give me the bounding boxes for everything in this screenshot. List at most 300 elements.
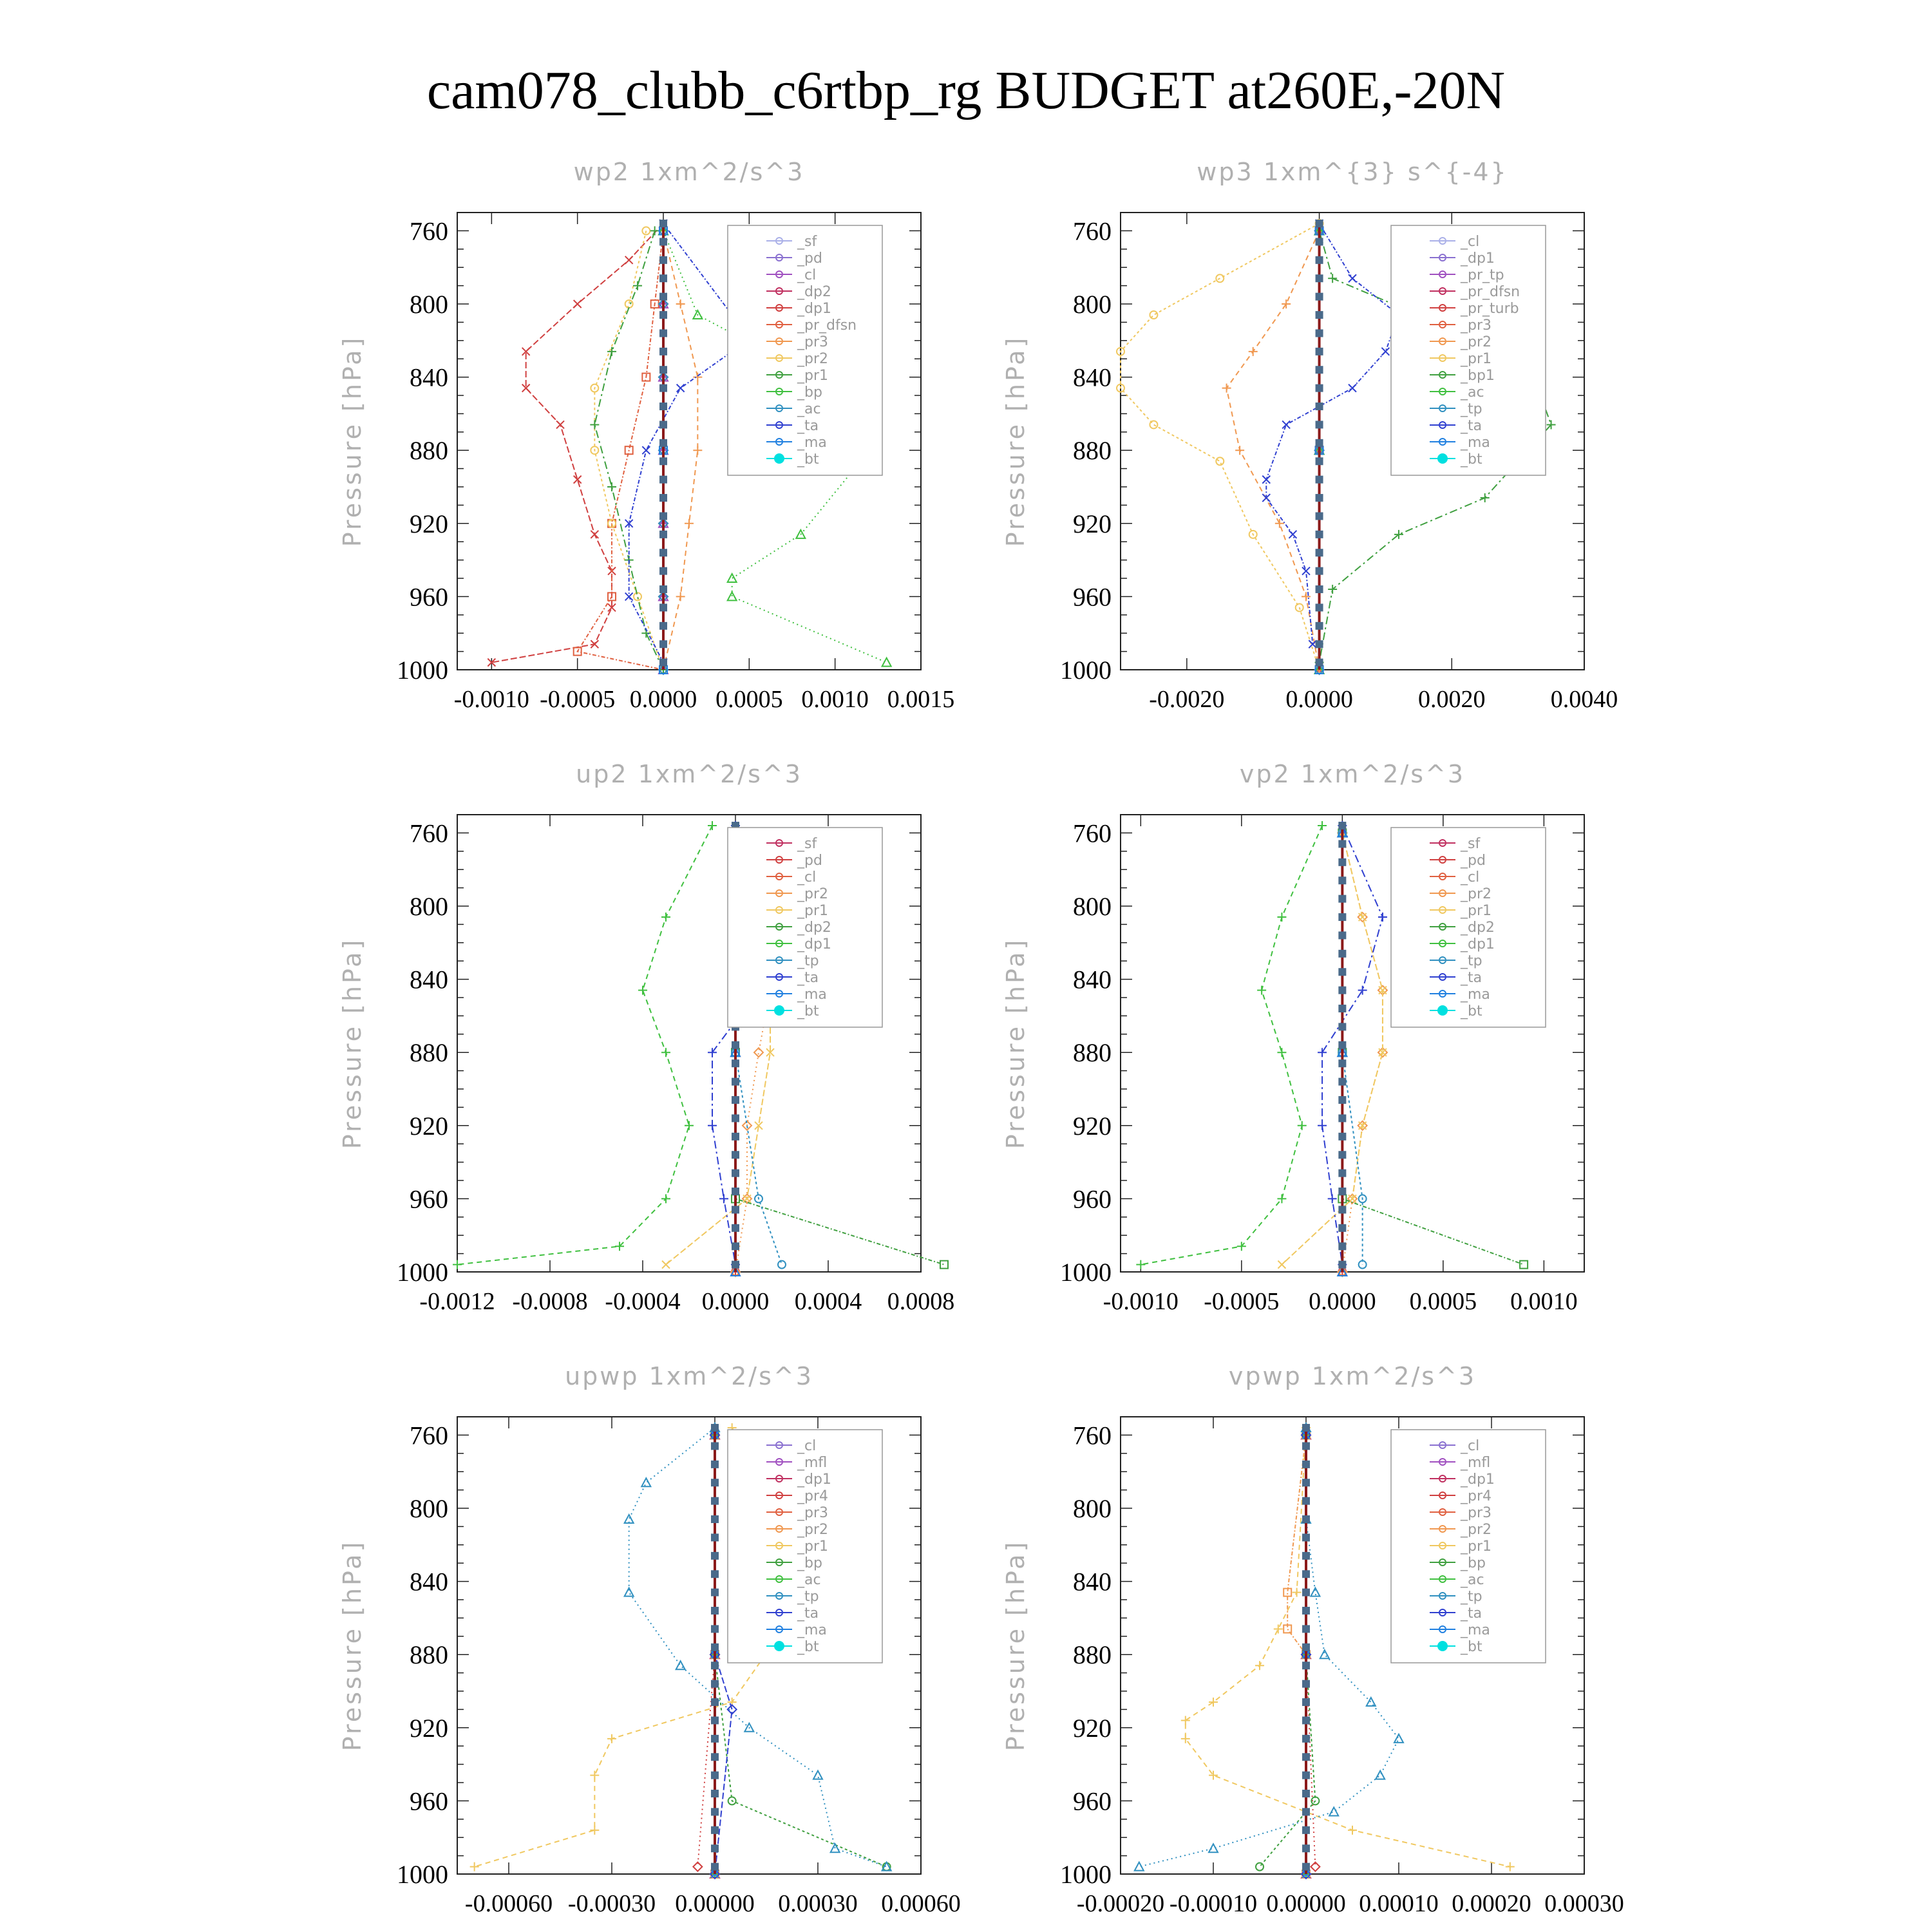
legend-label: _ma	[797, 1622, 827, 1638]
x-tick-label: -0.0004	[605, 1288, 681, 1315]
legend-label: _ac	[1461, 384, 1484, 401]
data-point	[940, 1261, 948, 1269]
data-point	[1394, 1734, 1403, 1743]
x-tick-label: 0.0040	[1550, 686, 1618, 713]
data-point	[659, 366, 667, 374]
data-point	[659, 531, 667, 538]
data-point	[1316, 476, 1323, 484]
y-tick-label: 960	[410, 582, 448, 612]
y-tick-label: 1000	[1060, 1860, 1112, 1889]
data-point	[732, 1224, 739, 1232]
data-point	[1302, 1533, 1310, 1541]
data-point	[732, 1170, 739, 1177]
panel-6	[1001, 1362, 1624, 1917]
x-tick-label: -0.0010	[453, 686, 529, 713]
data-point	[732, 1242, 739, 1250]
data-point	[1274, 1624, 1283, 1633]
x-tick-label: -0.0005	[540, 686, 616, 713]
legend-label: _dp1	[797, 936, 831, 952]
data-point	[1338, 1261, 1346, 1269]
data-point	[1309, 640, 1316, 648]
data-point	[659, 640, 667, 648]
data-point	[711, 1863, 719, 1871]
data-point	[1302, 567, 1310, 575]
data-point	[732, 1041, 739, 1049]
y-tick-label: 880	[1073, 1640, 1112, 1670]
legend-label: _bt	[1461, 1639, 1482, 1655]
data-point	[1289, 531, 1296, 538]
x-tick-label: 0.0008	[887, 1288, 955, 1315]
legend	[728, 1430, 882, 1663]
series-line-pr1	[1121, 223, 1320, 670]
legend-label: _pd	[1461, 853, 1486, 869]
data-point	[711, 1497, 719, 1505]
x-tick-label: 0.0005	[715, 686, 783, 713]
legend-label: _ta	[1461, 970, 1482, 986]
y-tick-label: 880	[410, 1038, 448, 1068]
legend-marker	[1438, 1642, 1447, 1651]
y-tick-label: 1000	[1060, 1258, 1112, 1287]
legend-label: _pr2	[797, 1522, 829, 1538]
legend-label: _pd	[797, 853, 822, 869]
data-point	[1376, 1771, 1385, 1779]
panel-title: vp2 1xm^2/s^3	[1239, 760, 1466, 788]
legend-label: _pr4	[797, 1488, 829, 1504]
x-tick-label: 0.00010	[1359, 1890, 1439, 1917]
data-point	[650, 226, 659, 235]
data-point	[1338, 858, 1346, 866]
legend-label: _pr2	[797, 351, 829, 367]
data-point	[719, 1194, 728, 1203]
data-point	[1302, 1497, 1310, 1505]
legend	[728, 828, 882, 1027]
data-point	[1262, 476, 1270, 484]
legend-label: _pr1	[797, 1539, 829, 1555]
data-point	[1282, 299, 1291, 308]
data-point	[711, 1479, 719, 1486]
panel-title: wp2 1xm^2/s^3	[573, 158, 805, 186]
data-point	[659, 457, 667, 465]
legend-label: _tp	[1461, 401, 1482, 417]
legend-label: _bt	[1461, 451, 1482, 468]
data-point	[1328, 274, 1337, 283]
data-point	[1316, 348, 1323, 355]
data-point	[711, 1533, 719, 1541]
y-tick-label: 760	[410, 216, 448, 246]
data-point	[711, 1826, 719, 1834]
data-point	[711, 1589, 719, 1596]
data-point	[659, 329, 667, 337]
panel-2	[1001, 158, 1618, 713]
data-point	[1378, 913, 1387, 922]
y-tick-label: 960	[1073, 1786, 1112, 1816]
legend-label: _pr_dfsn	[797, 317, 857, 334]
data-point	[659, 603, 667, 611]
x-tick-label: 0.00060	[881, 1890, 961, 1917]
data-point	[882, 1862, 891, 1871]
data-point	[659, 585, 667, 593]
x-tick-label: 0.0015	[887, 686, 955, 713]
data-point	[1277, 1048, 1286, 1057]
data-point	[1257, 986, 1266, 995]
data-point	[661, 1048, 670, 1057]
legend-label: _pd	[797, 251, 822, 267]
data-point	[1302, 1826, 1310, 1834]
data-point	[1135, 1862, 1144, 1871]
data-point	[1349, 384, 1356, 392]
legend-label: _pr1	[1461, 903, 1492, 919]
data-point	[1316, 494, 1323, 502]
data-point	[1318, 1048, 1327, 1057]
data-point	[659, 311, 667, 319]
data-point	[1302, 1570, 1310, 1578]
legend-label: _pr4	[1461, 1488, 1492, 1504]
data-point	[1338, 840, 1346, 848]
data-point	[591, 531, 598, 538]
y-tick-label: 920	[410, 509, 448, 538]
data-point	[1302, 1790, 1310, 1797]
data-point	[590, 420, 599, 429]
data-point	[1293, 1588, 1302, 1597]
legend-label: _pr1	[797, 903, 829, 919]
data-point	[1316, 421, 1323, 428]
legend-label: _bp	[797, 1555, 822, 1571]
data-point	[1298, 1121, 1307, 1130]
y-tick-label: 760	[1073, 819, 1112, 848]
data-point	[1338, 1170, 1346, 1177]
data-point	[659, 512, 667, 520]
data-point	[556, 421, 564, 428]
legend-label: _ta	[1461, 418, 1482, 434]
legend-label: _ma	[1461, 435, 1490, 451]
legend-label: _sf	[797, 836, 817, 852]
data-point	[659, 402, 667, 410]
x-tick-label: -0.00020	[1076, 1890, 1165, 1917]
data-point	[732, 1206, 739, 1213]
data-point	[1181, 1716, 1190, 1725]
data-point	[711, 1424, 719, 1432]
data-point	[1316, 384, 1323, 392]
legend-label: _cl	[1461, 234, 1480, 250]
legend-label: _dp2	[797, 920, 831, 936]
legend-label: _pr3	[1461, 1505, 1492, 1521]
y-tick-label: 760	[410, 1421, 448, 1450]
data-point	[1338, 1059, 1346, 1067]
data-point	[1338, 1224, 1346, 1232]
legend-label: _pr_dfsn	[1461, 284, 1520, 300]
data-point	[708, 1121, 717, 1130]
data-point	[1302, 1753, 1310, 1761]
data-point	[659, 274, 667, 282]
panel-title: up2 1xm^2/s^3	[576, 760, 802, 788]
data-point	[1316, 329, 1323, 337]
figure-title: cam078_clubb_c6rtbp_rg BUDGET at260E,-20N	[426, 61, 1506, 120]
data-point	[607, 1734, 616, 1743]
y-axis-label: Pressure [hPa]	[1001, 335, 1030, 547]
data-point	[685, 519, 694, 528]
data-point	[590, 1826, 599, 1835]
data-point	[711, 1790, 719, 1797]
data-point	[1338, 1114, 1346, 1122]
x-tick-label: 0.00000	[1266, 1890, 1346, 1917]
data-point	[1316, 439, 1323, 447]
data-point	[659, 476, 667, 484]
data-point	[732, 1133, 739, 1141]
data-point	[1282, 421, 1290, 428]
data-point	[1338, 1023, 1346, 1030]
legend-label: _bp1	[1461, 368, 1495, 384]
legend	[1391, 225, 1546, 475]
legend-label: _pr1	[1461, 351, 1492, 367]
y-tick-label: 960	[410, 1184, 448, 1214]
series-line-ta	[1266, 223, 1399, 644]
y-tick-label: 800	[1073, 290, 1112, 319]
legend-label: _sf	[797, 234, 817, 250]
data-point	[659, 293, 667, 301]
data-point	[732, 1114, 739, 1122]
y-tick-label: 760	[1073, 216, 1112, 246]
x-tick-label: -0.0008	[512, 1288, 588, 1315]
legend-label: _bp	[797, 384, 822, 401]
legend	[728, 225, 882, 475]
data-point	[1520, 1261, 1528, 1269]
y-tick-label: 880	[1073, 436, 1112, 466]
data-point	[659, 421, 667, 428]
legend-label: _bt	[1461, 1003, 1482, 1019]
data-point	[1302, 1552, 1310, 1560]
legend-marker	[1438, 454, 1447, 463]
data-point	[711, 1442, 719, 1450]
x-tick-label: -0.0005	[1204, 1288, 1280, 1315]
legend-label: _pr3	[797, 334, 829, 350]
y-tick-label: 800	[410, 1494, 448, 1523]
legend-label: _dp2	[797, 284, 831, 300]
legend-label: _pr_tp	[1461, 267, 1504, 283]
data-point	[711, 1607, 719, 1615]
x-tick-label: 0.0010	[1510, 1288, 1578, 1315]
data-point	[1338, 1133, 1346, 1141]
data-point	[676, 299, 685, 308]
data-point	[711, 1515, 719, 1523]
data-point	[1249, 347, 1258, 356]
legend	[1391, 1430, 1546, 1663]
y-tick-label: 800	[1073, 1494, 1112, 1523]
y-axis-label: Pressure [hPa]	[338, 1539, 366, 1752]
panel-3	[338, 760, 954, 1315]
data-point	[1316, 402, 1323, 410]
data-point	[711, 1680, 719, 1688]
data-point	[1302, 1479, 1310, 1486]
y-tick-label: 880	[1073, 1038, 1112, 1068]
legend-label: _ac	[797, 1572, 821, 1588]
data-point	[1150, 311, 1157, 319]
data-point	[711, 1461, 719, 1468]
legend-label: _cl	[797, 1438, 817, 1454]
data-point	[1278, 1261, 1285, 1269]
data-point	[1316, 256, 1323, 264]
data-point	[1338, 950, 1346, 958]
data-point	[728, 592, 737, 600]
legend-label: _pr_turb	[1461, 301, 1519, 317]
data-point	[882, 658, 891, 667]
panel-4	[1001, 760, 1584, 1315]
data-point	[732, 1261, 739, 1269]
data-point	[1302, 1662, 1310, 1669]
data-point	[1316, 640, 1323, 648]
panel-title: upwp 1xm^2/s^3	[565, 1362, 813, 1390]
x-tick-label: 0.0020	[1418, 686, 1486, 713]
data-point	[1302, 1680, 1310, 1688]
data-point	[1216, 457, 1224, 465]
data-point	[659, 220, 667, 227]
data-point	[1318, 1121, 1327, 1130]
data-point	[732, 1151, 739, 1159]
panel-title: vpwp 1xm^2/s^3	[1228, 1362, 1477, 1390]
data-point	[732, 1096, 739, 1104]
data-point	[1338, 913, 1346, 921]
x-tick-label: -0.00010	[1169, 1890, 1258, 1917]
data-point	[659, 256, 667, 264]
x-tick-label: -0.00060	[464, 1890, 553, 1917]
y-tick-label: 920	[410, 1111, 448, 1141]
data-point	[1316, 293, 1323, 301]
data-point	[1338, 1206, 1346, 1213]
data-point	[1348, 1826, 1357, 1835]
data-point	[1302, 1863, 1310, 1871]
data-point	[1255, 1661, 1264, 1670]
legend-label: _ta	[797, 970, 819, 986]
x-tick-label: 0.00030	[1544, 1890, 1624, 1917]
y-tick-label: 840	[1073, 363, 1112, 392]
data-point	[659, 659, 667, 667]
y-tick-label: 920	[1073, 509, 1112, 538]
y-tick-label: 760	[1073, 1421, 1112, 1450]
legend-marker	[775, 1642, 784, 1651]
data-point	[1328, 1194, 1337, 1203]
data-point	[1316, 585, 1323, 593]
legend-label: _tp	[797, 953, 819, 969]
y-tick-label: 840	[1073, 1567, 1112, 1596]
y-tick-label: 1000	[397, 1860, 448, 1889]
data-point	[1136, 1260, 1145, 1269]
legend-label: _tp	[1461, 953, 1482, 969]
x-tick-label: -0.0020	[1149, 686, 1225, 713]
data-point	[1320, 1650, 1329, 1658]
legend-label: _bt	[797, 451, 819, 468]
legend-label: _ta	[797, 418, 819, 434]
data-point	[642, 446, 650, 454]
legend-label: _ma	[1461, 987, 1490, 1003]
data-point	[711, 1570, 719, 1578]
data-point	[1316, 531, 1323, 538]
data-point	[711, 1844, 719, 1852]
data-point	[1338, 987, 1346, 994]
data-point	[1338, 1242, 1346, 1250]
legend-label: _cl	[797, 869, 817, 886]
legend-label: _pr2	[797, 886, 829, 902]
legend-label: _pr3	[1461, 317, 1492, 334]
data-point	[453, 1260, 462, 1269]
y-tick-label: 1000	[397, 1258, 448, 1287]
data-point	[732, 1188, 739, 1195]
data-point	[711, 1552, 719, 1560]
legend	[1391, 828, 1546, 1027]
data-point	[1338, 1188, 1346, 1195]
x-tick-label: 0.00030	[778, 1890, 858, 1917]
x-tick-label: 0.0000	[629, 686, 697, 713]
y-tick-label: 1000	[1060, 656, 1112, 685]
data-point	[1338, 1151, 1346, 1159]
data-point	[1235, 446, 1244, 455]
legend-marker	[775, 454, 784, 463]
data-point	[1338, 931, 1346, 939]
data-point	[638, 986, 647, 995]
data-point	[1338, 1041, 1346, 1049]
data-point	[1338, 822, 1346, 829]
legend-marker	[775, 1006, 784, 1015]
data-point	[1302, 1735, 1310, 1743]
data-point	[662, 1261, 670, 1269]
legend-label: _sf	[1461, 836, 1481, 852]
data-point	[1338, 895, 1346, 903]
series-line-pr2	[1342, 833, 1383, 1272]
legend-label: _bt	[797, 1003, 819, 1019]
data-point	[659, 494, 667, 502]
series-line-dp1	[1141, 826, 1322, 1265]
data-point	[1302, 1625, 1310, 1633]
x-tick-label: 0.0000	[1285, 686, 1353, 713]
legend-label: _tp	[797, 1589, 819, 1605]
data-point	[1302, 1772, 1310, 1779]
data-point	[732, 1078, 739, 1086]
data-point	[1316, 659, 1323, 667]
legend-label: _bp	[1461, 1555, 1486, 1571]
data-point	[677, 384, 685, 392]
y-tick-label: 1000	[397, 656, 448, 685]
data-point	[590, 1771, 599, 1780]
data-point	[1222, 384, 1231, 393]
data-point	[1150, 421, 1157, 428]
y-tick-label: 800	[1073, 892, 1112, 921]
data-point	[1302, 1461, 1310, 1468]
data-point	[659, 238, 667, 245]
data-point	[1302, 1716, 1310, 1724]
data-point	[625, 1588, 634, 1596]
x-tick-label: -0.0012	[419, 1288, 495, 1315]
legend-label: _pr3	[797, 1505, 829, 1521]
data-point	[1277, 913, 1286, 922]
data-point	[1302, 592, 1311, 601]
data-point	[661, 1194, 670, 1203]
legend-label: _pr1	[797, 368, 829, 384]
data-point	[659, 439, 667, 447]
data-point	[1338, 1096, 1346, 1104]
legend-label: _pr2	[1461, 1522, 1492, 1538]
x-tick-label: 0.0000	[1309, 1288, 1376, 1315]
data-point	[1302, 1589, 1310, 1596]
data-point	[708, 821, 717, 830]
legend-label: _cl	[797, 267, 817, 283]
legend-label: _tp	[1461, 1589, 1482, 1605]
data-point	[659, 348, 667, 355]
data-point	[1316, 238, 1323, 245]
data-point	[1381, 348, 1389, 355]
x-tick-label: 0.0004	[794, 1288, 862, 1315]
legend-label: _pr2	[1461, 886, 1492, 902]
legend-label: _mfl	[797, 1455, 828, 1471]
data-point	[607, 482, 616, 491]
y-tick-label: 840	[410, 1567, 448, 1596]
